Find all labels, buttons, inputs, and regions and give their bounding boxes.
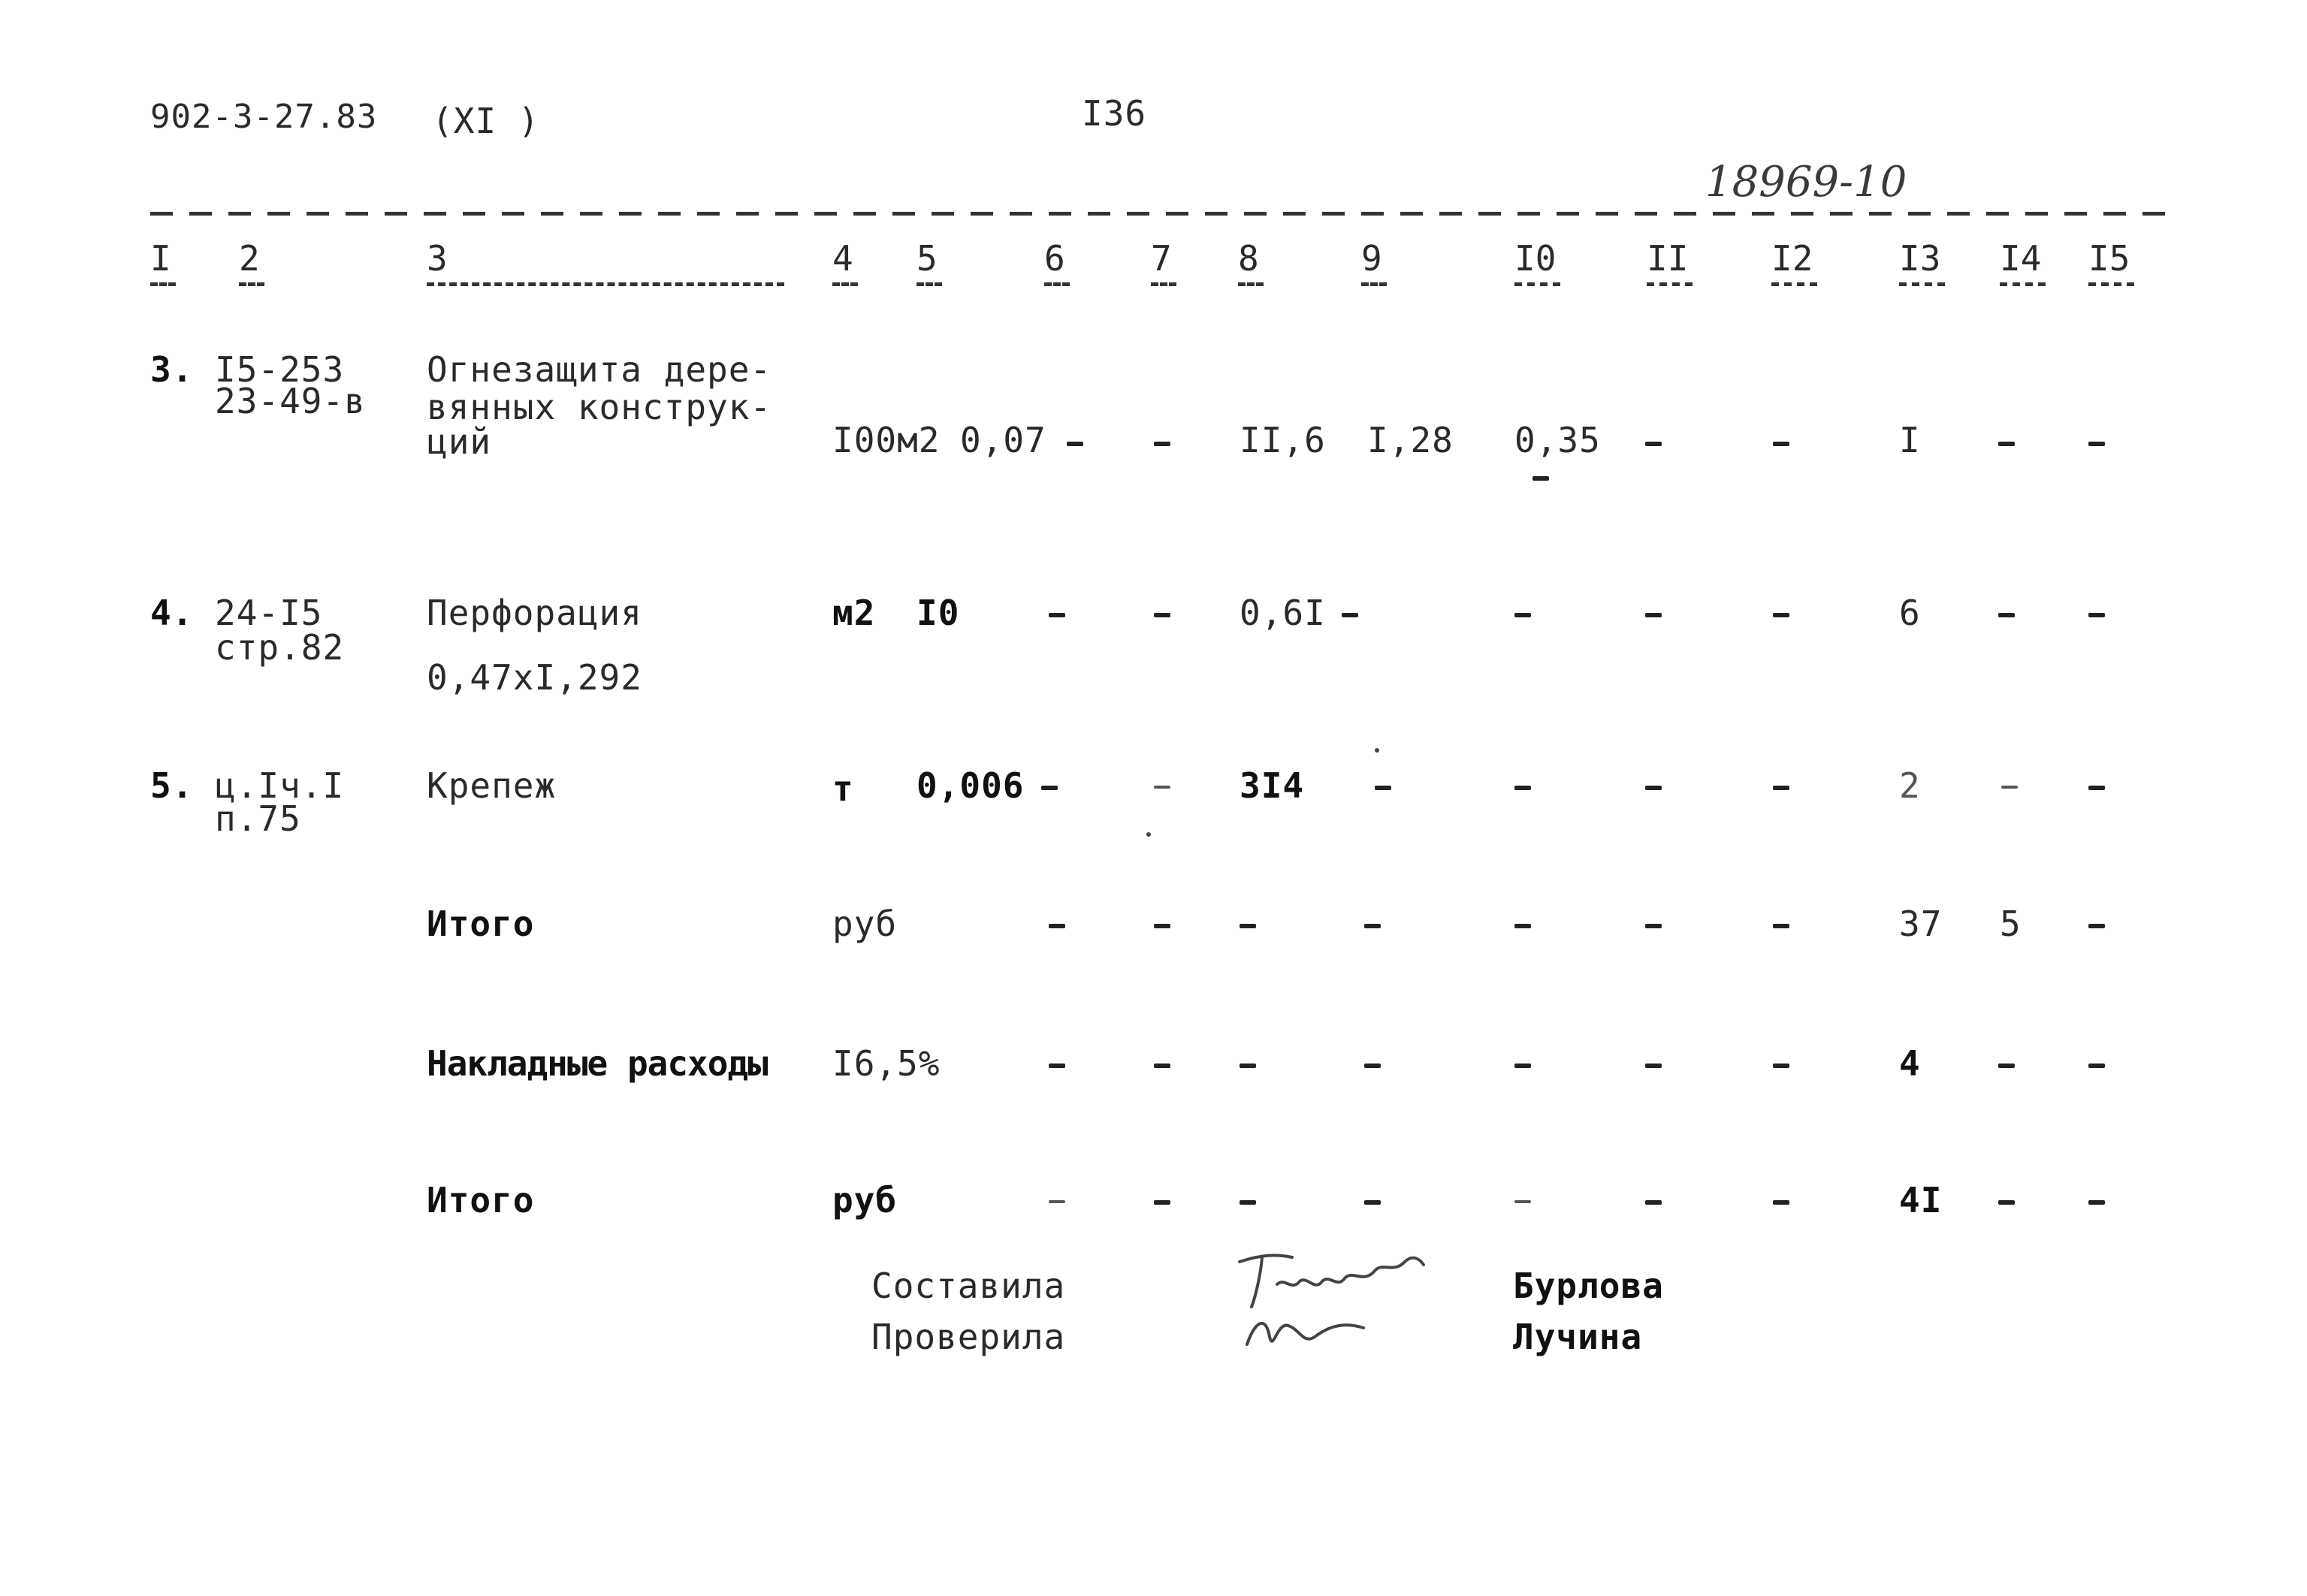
row-name: Перфорация <box>427 593 642 633</box>
empty-cell-dash <box>1773 786 1789 790</box>
empty-cell-dash <box>1154 442 1170 446</box>
empty-cell-dash <box>1041 786 1058 790</box>
empty-cell-dash <box>1645 613 1662 617</box>
page-number: I36 <box>1082 93 1147 134</box>
row-col9: I,28 <box>1367 420 1454 460</box>
handwritten-code: 18969-10 <box>1705 158 1907 207</box>
checked-label: Проверила <box>871 1317 1066 1357</box>
row-col13: 6 <box>1899 593 1921 633</box>
total-col13: 37 <box>1899 904 1943 944</box>
column-number: I4 <box>2000 239 2046 286</box>
total-col13: 4 <box>1899 1043 1921 1084</box>
row-name: 0,47xI,292 <box>427 657 642 698</box>
empty-cell-dash <box>1514 613 1531 617</box>
empty-cell-dash <box>1049 613 1065 617</box>
column-number: I3 <box>1899 239 1945 286</box>
column-number: II <box>1647 239 1693 286</box>
empty-cell-dash <box>1645 442 1662 446</box>
row-col8: 0,6I <box>1240 593 1326 633</box>
empty-cell-dash <box>1154 1063 1170 1068</box>
empty-cell-dash <box>2088 1200 2105 1205</box>
column-number: 6 <box>1044 239 1070 286</box>
empty-cell-dash <box>1240 924 1256 928</box>
empty-cell-dash <box>1049 1200 1065 1203</box>
row-name: Крепеж <box>427 765 557 806</box>
empty-cell-dash <box>1154 786 1170 789</box>
row-name: Огнезащита дере- <box>427 349 772 390</box>
row-col10: 0,35 <box>1514 420 1601 460</box>
row-name: вянных конструк- <box>427 387 772 427</box>
empty-cell-dash <box>2088 924 2105 928</box>
column-number: I2 <box>1771 239 1817 286</box>
column-number: 7 <box>1151 239 1176 286</box>
empty-cell-dash <box>1067 442 1083 446</box>
row-number: 4. <box>150 593 194 633</box>
row-code: п.75 <box>215 798 301 839</box>
column-number: 5 <box>916 239 942 286</box>
empty-cell-dash <box>2088 442 2105 446</box>
column-number: 8 <box>1238 239 1264 286</box>
total-label: Итого <box>427 904 535 944</box>
row-code: 23-49-в <box>215 381 366 421</box>
empty-cell-dash <box>1998 1063 2015 1068</box>
row-unit: м2 <box>832 593 876 633</box>
empty-cell-dash <box>1773 924 1789 928</box>
row-number: 3. <box>150 349 194 390</box>
empty-cell-dash <box>2088 1063 2105 1068</box>
empty-cell-dash <box>1998 1200 2015 1205</box>
row-quantity: 0,006 <box>916 765 1025 806</box>
empty-cell-dash <box>1773 613 1789 617</box>
row-quantity: 0,07 <box>960 420 1046 460</box>
row-unit: I00м2 <box>832 420 941 460</box>
total-unit: I6,5% <box>832 1043 941 1084</box>
empty-cell-dash <box>1342 613 1358 617</box>
empty-cell-dash <box>1514 1063 1531 1068</box>
empty-cell-dash <box>1773 1200 1789 1205</box>
row-quantity: I0 <box>916 593 960 633</box>
empty-cell-dash <box>1645 1063 1662 1068</box>
row-col8: II,6 <box>1240 420 1326 460</box>
row-unit: т <box>832 768 854 809</box>
column-number: 3 <box>427 239 784 286</box>
total-col14: 5 <box>2000 904 2022 944</box>
empty-cell-dash <box>1154 613 1170 617</box>
row-code: 24-I5 <box>215 593 323 633</box>
compiled-name: Бурлова <box>1513 1266 1664 1306</box>
stray-dot <box>1375 748 1379 753</box>
empty-cell-dash <box>1375 786 1391 790</box>
column-number: 2 <box>239 239 264 286</box>
row-col8: 3I4 <box>1240 765 1305 806</box>
empty-cell-dash <box>1645 786 1662 790</box>
total-label: Итого <box>427 1180 535 1220</box>
empty-cell-dash <box>1532 476 1549 481</box>
column-number: 9 <box>1361 239 1387 286</box>
empty-cell-dash <box>1364 1063 1381 1068</box>
empty-cell-dash <box>2001 786 2018 789</box>
empty-cell-dash <box>1514 924 1531 928</box>
handwritten-signature <box>1232 1232 1442 1367</box>
empty-cell-dash <box>1514 1200 1531 1203</box>
empty-cell-dash <box>1049 1063 1065 1068</box>
empty-cell-dash <box>1773 1063 1789 1068</box>
empty-cell-dash <box>1364 924 1381 928</box>
empty-cell-dash <box>1773 442 1789 446</box>
empty-cell-dash <box>1154 1200 1170 1205</box>
top-rule <box>150 212 2179 216</box>
row-number: 5. <box>150 765 194 806</box>
section-label: (XI ) <box>432 101 540 141</box>
empty-cell-dash <box>1364 1200 1381 1205</box>
empty-cell-dash <box>1514 786 1531 790</box>
row-code: I5-253 <box>215 349 345 390</box>
compiled-label: Составила <box>871 1266 1066 1306</box>
total-unit: руб <box>832 1180 898 1220</box>
row-code: стр.82 <box>215 627 345 668</box>
empty-cell-dash <box>1998 613 2015 617</box>
total-col13: 4I <box>1899 1180 1943 1220</box>
empty-cell-dash <box>1645 924 1662 928</box>
checked-name: Лучина <box>1513 1317 1643 1357</box>
row-name: ций <box>427 421 492 462</box>
document-number: 902-3-27.83 <box>150 98 378 136</box>
row-col13: I <box>1899 420 1921 460</box>
column-number: 4 <box>832 239 858 286</box>
empty-cell-dash <box>2088 613 2105 617</box>
empty-cell-dash <box>1049 924 1065 928</box>
row-code: ц.Iч.I <box>215 765 345 806</box>
column-number: I <box>150 239 176 286</box>
stray-dot <box>1146 832 1151 837</box>
empty-cell-dash <box>1645 1200 1662 1205</box>
total-unit: руб <box>832 904 898 944</box>
empty-cell-dash <box>2088 786 2105 790</box>
column-number: I0 <box>1514 239 1560 286</box>
empty-cell-dash <box>1154 924 1170 928</box>
total-label: Накладные расходы <box>427 1043 768 1084</box>
empty-cell-dash <box>1998 442 2015 446</box>
column-number: I5 <box>2088 239 2134 286</box>
empty-cell-dash <box>1240 1063 1256 1068</box>
empty-cell-dash <box>1240 1200 1256 1205</box>
row-col13: 2 <box>1899 765 1921 806</box>
